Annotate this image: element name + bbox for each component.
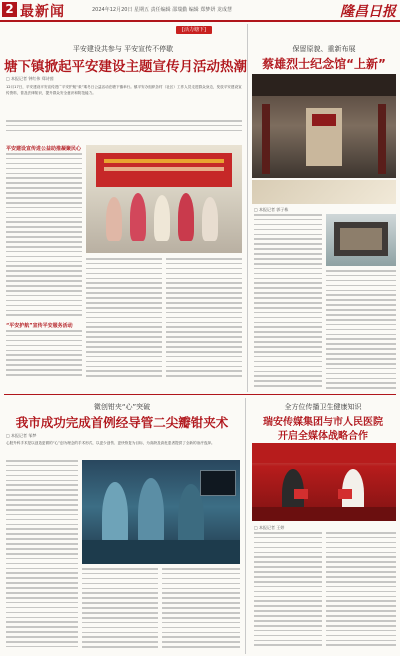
bottom-right-column-1	[254, 532, 322, 652]
issue-meta: 2024年12月20日 星期五 责任编辑 邵瑞勤 编辑 郑梦妍 龙成慧	[92, 7, 232, 13]
left-subhead-1: 平安建设宣传进公益助推凝聚民心	[6, 146, 82, 152]
left-column-2	[86, 258, 162, 380]
exhibit-photo	[326, 214, 396, 266]
bottom-right-kicker: 全方位传播卫生健康知识	[284, 403, 362, 411]
bottom-left-lead: 心脏外科手术是以创造更微的“心”创为理念的手术形式，以更少创伤、更快恢复为目标，为高龄及高危患者提供了全新的治疗选择。	[6, 441, 215, 445]
section-divider	[4, 394, 396, 395]
memorial-hall-photo	[252, 74, 396, 178]
signing-ceremony-photo	[252, 443, 396, 521]
right-column-1	[254, 214, 322, 392]
left-lead: 12月17日，平安建设平安宣传进广平安护航“象”乘冬日公益活动在塘下镇举行。镇平安办组织各村（社区）工作人员走进群众身边，发放平安建设宣传资料，普及法律知识，提升群众安全意识和防范能力。	[6, 85, 242, 95]
bottom-left-headline: 我市成功完成首例经导管二尖瓣钳夹术	[15, 415, 229, 430]
left-kicker: 平安建设共参与 平安宣传不停歇	[72, 45, 174, 53]
left-lead-text	[6, 120, 242, 138]
bottom-left-column-2	[82, 568, 158, 652]
bottom-right-column-2	[326, 532, 396, 652]
event-photo	[86, 145, 242, 253]
right-column-2	[326, 270, 396, 392]
bottom-right-byline: □ 本报记者 王婷	[254, 525, 285, 530]
left-subhead-2: “平安护航”宣传平安服务活动	[6, 323, 73, 329]
left-column-1	[6, 153, 82, 321]
bottom-left-byline: □ 本报记者 邹梦	[6, 433, 37, 438]
column-divider	[247, 24, 248, 392]
section-title: 最新闻	[20, 4, 65, 20]
left-headline: 塘下镇掀起平安建设主题宣传月活动热潮	[4, 59, 247, 75]
masthead	[0, 0, 400, 22]
left-byline: □ 本报记者 钟红伟 郑诗茵	[6, 76, 54, 81]
bottom-left-column-3	[162, 568, 240, 652]
left-column-1b	[6, 330, 82, 380]
bottom-column-divider	[245, 398, 246, 654]
column-tag: [活力塘下]	[176, 26, 212, 34]
bottom-right-headline-1: 瑞安传媒集团与市人民医院	[263, 417, 383, 428]
bottom-left-kicker: 微创钳夹“心”突破	[93, 403, 151, 411]
bottom-left-column-1	[6, 460, 78, 652]
right-byline: □ 本报记者 郭子栋	[254, 207, 289, 212]
exhibit-strip-photo	[252, 180, 396, 204]
bottom-right-headline-2: 开启全媒体战略合作	[278, 431, 368, 442]
right-headline: 蔡雄烈士纪念馆“上新”	[262, 57, 386, 71]
surgery-photo	[82, 460, 240, 564]
page-number: 2	[2, 2, 17, 17]
right-kicker: 保留原貌、重新布展	[292, 45, 356, 53]
paper-logo: 隆昌日报	[340, 4, 396, 20]
left-column-3	[166, 258, 242, 380]
